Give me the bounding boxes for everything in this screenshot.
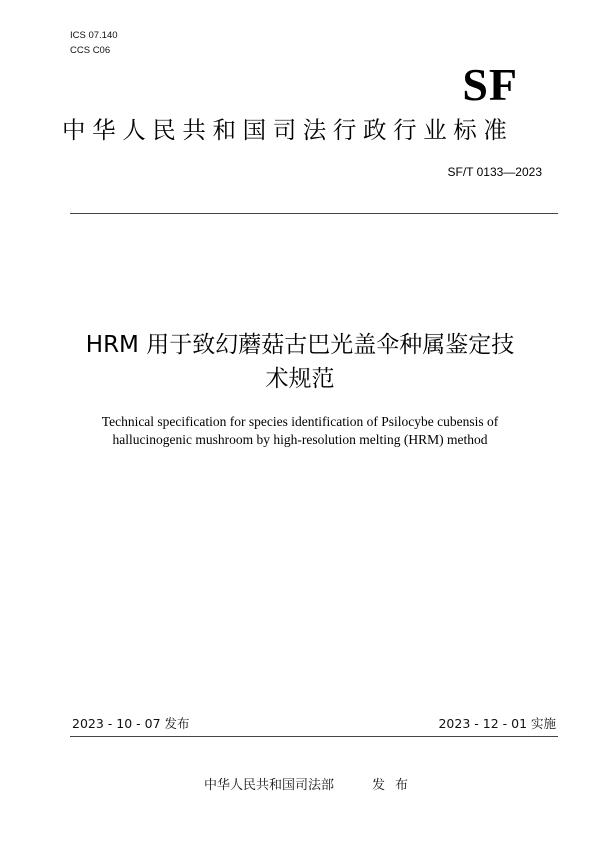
sf-logo: SF [462,59,518,110]
ccs-code: CCS C06 [70,45,111,56]
ics-code: ICS 07.140 [70,30,118,41]
standard-number: SF/T 0133—2023 [447,165,542,179]
issue-word: 发布 [372,778,419,793]
issue-date: 2023 - 10 - 07 发布 [72,716,190,731]
english-title-line-1: Technical specification for species identification of Psilocybe cubensis of [101,414,499,429]
chinese-title-line-2: 术规范 [265,366,335,392]
top-divider [70,213,558,214]
standard-category-title: 中华人民共和国司法行政行业标准 [62,116,514,144]
implementation-date: 2023 - 12 - 01 实施 [438,716,556,731]
chinese-title [50,328,550,396]
english-title-line-2: hallucinogenic mushroom by high-resolution melting (HRM) method [112,432,488,447]
issuing-authority: 中华人民共和国司法部 [204,778,335,793]
chinese-title-line-1: HRM 用于致幻蘑菇古巴光盖伞种属鉴定技 [85,332,515,358]
english-title [50,413,550,449]
bottom-divider [70,736,558,737]
